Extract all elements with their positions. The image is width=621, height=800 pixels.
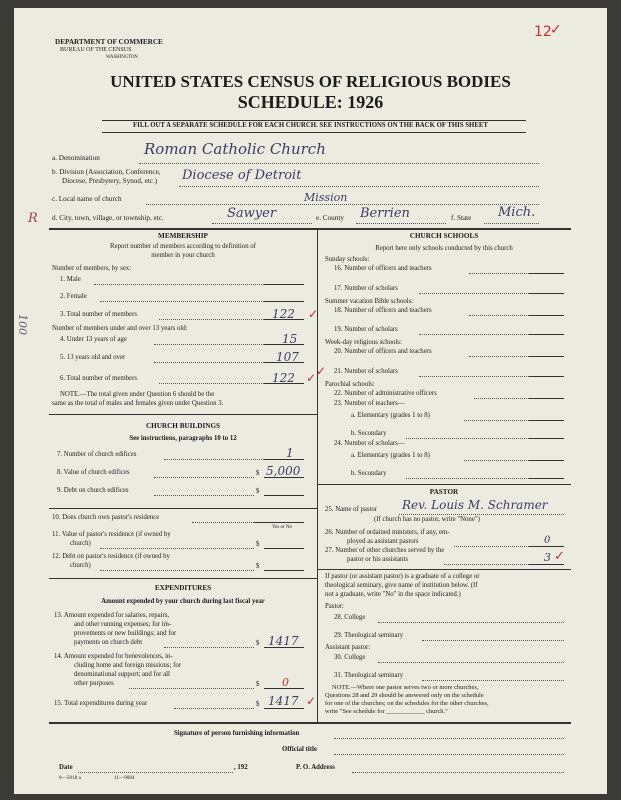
pastor-note-3: for one of the churches; on the schedules for the other churches,: [325, 700, 489, 707]
q26-field[interactable]: 0: [544, 535, 551, 546]
pastor-title: PASTOR: [429, 488, 459, 496]
pastor-note-2: Questions 28 and 29 should be answered only on the schedule: [325, 692, 484, 699]
membership-title: MEMBERSHIP: [158, 232, 208, 240]
date-year-label: , 192: [234, 764, 248, 771]
q30-label: 30. College: [334, 654, 366, 661]
q24a-label: a. Elementary (grades 1 to 8): [351, 452, 430, 459]
q12-dollar: $: [256, 563, 260, 570]
q13-label-4: payments on church debt: [74, 639, 143, 646]
q14-label-4: other purposes: [74, 680, 114, 687]
q13-label-3: provements or new buildings; and for: [74, 630, 177, 637]
q8-field[interactable]: 5,000: [266, 464, 301, 478]
q3-label: 3. Total number of members: [60, 311, 137, 318]
q17-label: 17. Number of scholars: [334, 285, 398, 292]
expenditures-title: EXPENDITURES: [154, 584, 212, 592]
county-field[interactable]: Berrien: [360, 206, 410, 221]
schools-intro: Report here only schools conducted by this church: [375, 245, 513, 252]
local-name-label: c. Local name of church: [52, 195, 122, 203]
graduate-note-3: not a graduate, write "No" in the space indicated.): [325, 591, 461, 598]
q4-label: 4. Under 13 years of age: [60, 336, 127, 343]
q9-dollar: $: [256, 488, 260, 495]
weekday-label: Week-day religious schools:: [325, 339, 402, 346]
q13-label-2: and other running expenses; for im-: [74, 621, 172, 628]
q29-label: 29. Theological seminary: [334, 632, 404, 639]
q14-field[interactable]: 0: [282, 676, 289, 689]
membership-note-2: same as the total of males and females given under Question 3.: [52, 400, 224, 407]
q21-check-icon: ✓: [316, 364, 327, 378]
corner-check-icon: ✓: [550, 22, 562, 38]
state-label: f. State: [451, 214, 472, 222]
pastor-note-1: NOTE.—Where one pastor serves two or more churches,: [332, 684, 479, 691]
page-subtitle: SCHEDULE: 1926: [237, 92, 384, 112]
yes-no-hint: Yes or No: [272, 525, 293, 530]
q18-label: 18. Number of officers and teachers: [334, 307, 432, 314]
q13-dollar: $: [256, 640, 260, 647]
q13-field[interactable]: 1417: [268, 634, 299, 648]
q12-label-2: church): [70, 562, 91, 569]
q5-field[interactable]: 107: [276, 350, 299, 364]
q13-label-1: 13. Amount expended for salaries, repairs,: [54, 612, 170, 619]
graduate-note-1: If pastor (or assistant pastor) is a graduate of a college or: [325, 573, 480, 580]
county-label: e. County: [316, 214, 344, 222]
q28-label: 28. College: [334, 614, 366, 621]
membership-intro-1: Report number of members according to definition of: [110, 243, 256, 250]
q7-label: 7. Number of church edifices: [57, 451, 137, 458]
instruction-line: FILL OUT A SEPARATE SCHEDULE FOR EACH CHURCH. SEE INSTRUCTIONS ON THE BACK OF THIS SHEET: [133, 122, 488, 129]
age-heading: Number of members under and over 13 years old:: [52, 325, 188, 332]
q22-label: 22. Number of administrative officers: [334, 390, 437, 397]
q11-label-2: church): [70, 540, 91, 547]
denomination-label: a. Denomination: [52, 154, 100, 162]
q27-label-2: pastor or his assistants: [347, 556, 408, 563]
q26-label-2: ployed as assistant pastors: [347, 538, 419, 545]
margin-number: 100: [16, 314, 29, 335]
q27-field[interactable]: 3: [544, 551, 551, 564]
q23b-label: b. Secondary: [351, 430, 387, 437]
pastor-education-label: Pastor:: [325, 603, 344, 610]
sunday-label: Sunday schools:: [325, 256, 370, 263]
city-field[interactable]: Sawyer: [227, 206, 277, 221]
q27-check-icon: ✓: [554, 549, 565, 564]
q3-field[interactable]: 122: [272, 307, 295, 321]
margin-mark: R: [28, 211, 38, 226]
division-label-1: b. Division (Association, Conference,: [52, 168, 161, 176]
department-line2: BUREAU OF THE CENSUS: [60, 47, 132, 53]
q14-label-1: 14. Amount expended for benevolences, in-: [54, 653, 173, 660]
q4-field[interactable]: 15: [282, 332, 298, 346]
assistant-education-label: Assistant pastor:: [325, 644, 371, 651]
q25-label: 25. Name of pastor: [325, 506, 378, 513]
q8-label: 8. Value of church edifices: [57, 469, 130, 476]
q23a-label: a. Elementary (grades 1 to 8): [351, 412, 430, 419]
print-number: 11—9084: [114, 775, 135, 781]
date-label: Date: [59, 764, 73, 771]
q14-label-3: denominational support; and for all: [74, 671, 170, 678]
po-address-label: P. O. Address: [296, 764, 335, 771]
local-name-field[interactable]: Mission: [304, 191, 348, 204]
membership-note-1: NOTE.—The total given under Question 6 should be the: [60, 391, 215, 398]
by-sex-label: Number of members, by sex:: [52, 265, 132, 272]
q8-dollar: $: [256, 470, 260, 477]
q24b-label: b. Secondary: [351, 470, 387, 477]
summer-label: Summer vacation Bible schools:: [325, 298, 414, 305]
q12-label-1: 12. Debt on pastor's residence (if owned by: [52, 553, 170, 560]
form-number: 8—5818 a: [59, 775, 81, 781]
q23-label: 23. Number of teachers—: [334, 400, 405, 407]
expenditures-intro: Amount expended by your church during last fiscal year: [101, 598, 265, 605]
official-title-label: Official title: [282, 746, 317, 753]
q2-label: 2. Female: [60, 293, 87, 300]
pastor-name-field[interactable]: Rev. Louis M. Schramer: [402, 498, 548, 512]
q27-label-1: 27. Number of other churches served by the: [325, 547, 445, 554]
buildings-intro: See instructions, paragraphs 10 to 12: [129, 435, 237, 442]
denomination-field[interactable]: Roman Catholic Church: [144, 140, 326, 158]
q7-field[interactable]: 1: [286, 446, 294, 460]
q21-label: 21. Number of scholars: [334, 368, 398, 375]
membership-intro-2: member in your church: [151, 252, 215, 259]
department-line1: DEPARTMENT OF COMMERCE: [55, 38, 163, 46]
q20-label: 20. Number of officers and teachers: [334, 348, 432, 355]
graduate-note-2: theological seminary, give name of institution below. (If: [325, 582, 478, 589]
q16-label: 16. Number of officers and teachers: [334, 265, 432, 272]
q24-label: 24. Number of scholars—: [334, 440, 405, 447]
corner-mark: 12: [534, 24, 552, 40]
q11-label-1: 11. Value of pastor's residence (if owned by: [52, 531, 171, 538]
signature-label: Signature of person furnishing information: [174, 730, 300, 737]
state-field[interactable]: Mich.: [498, 205, 536, 220]
city-label: d. City, town, village, or township, etc.: [52, 214, 164, 222]
q1-label: 1. Male: [60, 276, 81, 283]
census-form: [14, 8, 607, 794]
q14-dollar: $: [256, 681, 260, 688]
division-label-2: Diocese, Presbytery, Synod, etc.): [62, 177, 158, 185]
q5-label: 5. 13 years old and over: [60, 354, 126, 361]
q25-note: (If church has no pastor, write "None"): [374, 516, 480, 523]
q6-check-icon: ✓: [306, 371, 317, 385]
division-field[interactable]: Diocese of Detroit: [182, 168, 302, 183]
q14-label-2: cluding home and foreign missions; for: [74, 662, 182, 669]
q26-label-1: 26. Number of ordained ministers, if any, em-: [325, 529, 450, 536]
q6-label: 6. Total number of members: [60, 375, 137, 382]
department-line3: WASHINGTON: [106, 55, 138, 60]
q11-dollar: $: [256, 541, 260, 548]
q15-check-icon: ✓: [306, 694, 317, 708]
q3-check-icon: ✓: [308, 307, 319, 321]
parochial-label: Parochial schools:: [325, 381, 375, 388]
q15-field[interactable]: 1417: [268, 694, 299, 708]
q31-label: 31. Theological seminary: [334, 672, 404, 679]
page-title: UNITED STATES CENSUS OF RELIGIOUS BODIES: [110, 72, 511, 91]
q9-label: 9. Debt on church edifices: [57, 487, 129, 494]
q6-field[interactable]: 122: [272, 371, 295, 385]
schools-title: CHURCH SCHOOLS: [409, 232, 479, 240]
q15-dollar: $: [256, 701, 260, 708]
pastor-note-4: write "See schedule for ____________ church.": [325, 708, 448, 715]
q19-label: 19. Number of scholars: [334, 326, 398, 333]
q10-label: 10. Does church own pastor's residence: [52, 514, 160, 521]
buildings-title: CHURCH BUILDINGS: [145, 422, 221, 430]
q15-label: 15. Total expenditures during year: [54, 700, 148, 707]
